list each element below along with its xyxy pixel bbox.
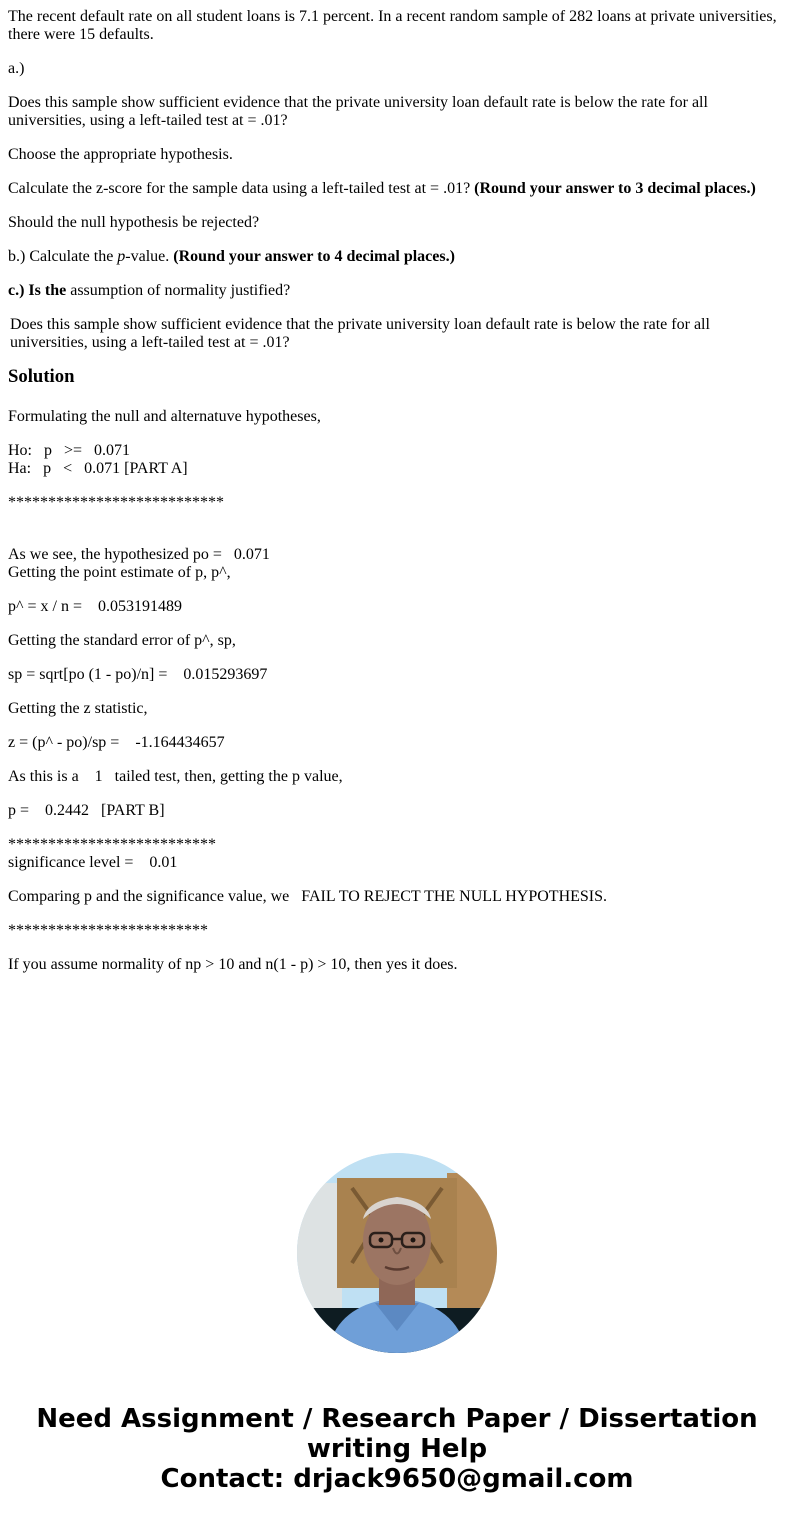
normality-conclusion: If you assume normality of np > 10 and n(1 - p) > 10, then yes it does. — [8, 956, 458, 973]
document-body — [8, 8, 786, 990]
z-statistic-value: z = (p^ - po)/sp = -1.164434657 — [8, 734, 225, 751]
zscore-prompt — [8, 180, 786, 198]
formulating-text: Formulating the null and alternatuve hypotheses, — [8, 408, 321, 425]
p-value: p = 0.2442 [PART B] — [8, 802, 165, 819]
promo-line-1: Need Assignment / Research Paper / Dissertation — [36, 1404, 758, 1434]
stars-divider-3: ************************* — [8, 922, 208, 939]
alternative-hypothesis: Ha: p < 0.071 [PART A] — [8, 460, 188, 477]
tailed-test-text: As this is a 1 tailed test, then, getting the p value, — [8, 768, 343, 785]
choose-hypothesis: Choose the appropriate hypothesis. — [8, 146, 233, 163]
promo-contact: Contact: drjack9650@gmail.com — [160, 1464, 634, 1494]
part-b-p: p — [117, 248, 126, 265]
promo-line-2: writing Help — [306, 1434, 488, 1464]
part-b-question — [8, 248, 786, 266]
point-estimate-intro: Getting the point estimate of p, p^, — [8, 564, 231, 581]
stars-divider-2: ************************** — [8, 836, 216, 853]
std-error-value: sp = sqrt[po (1 - po)/n] = 0.015293697 — [8, 666, 268, 683]
z-statistic-intro: Getting the z statistic, — [8, 700, 148, 717]
significance-level: significance level = 0.01 — [8, 854, 178, 871]
point-estimate: p^ = x / n = 0.053191489 — [8, 598, 182, 615]
part-c-rest: assumption of normality justified? — [66, 282, 291, 299]
solution-heading: Solution — [8, 366, 75, 387]
part-c-bold: c.) Is the — [8, 282, 67, 299]
comparison-conclusion: Comparing p and the significance value, we FAIL TO REJECT THE NULL HYPOTHESIS. — [8, 888, 608, 905]
null-rejected-question: Should the null hypothesis be rejected? — [8, 214, 260, 231]
author-photo-icon — [297, 1153, 497, 1353]
null-hypothesis: Ho: p >= 0.071 — [8, 442, 131, 459]
question-intro: The recent default rate on all student loans is 7.1 percent. In a recent random sample of 282 loans at private universities, there were 15 defaults. — [8, 8, 777, 43]
part-b-prefix: b.) Calculate the — [8, 248, 118, 265]
part-a-label: a.) — [8, 60, 25, 77]
stars-divider-1: *************************** — [8, 494, 224, 511]
part-c-question — [8, 282, 786, 300]
repeat-question: Does this sample show sufficient evidence that the private university loan default rate is below the rate for all universities, using a left-tailed test at = .01? — [10, 316, 710, 351]
part-b-suffix: -value. — [125, 248, 170, 265]
std-error-intro: Getting the standard error of p^, sp, — [8, 632, 236, 649]
part-b-round-note: (Round your answer to 4 decimal places.) — [173, 248, 455, 265]
hypothesized-value: As we see, the hypothesized po = 0.071 — [8, 546, 270, 563]
hypotheses-block — [8, 442, 786, 478]
part-a-question: Does this sample show sufficient evidence that the private university loan default rate is below the rate for all universities, using a left-tailed test at = .01? — [8, 94, 708, 129]
promo-banner — [0, 1404, 794, 1494]
zscore-round-note: (Round your answer to 3 decimal places.) — [474, 180, 756, 197]
author-avatar — [297, 1153, 497, 1353]
zscore-prompt-text: Calculate the z-score for the sample data using a left-tailed test at = .01? — [8, 180, 471, 197]
